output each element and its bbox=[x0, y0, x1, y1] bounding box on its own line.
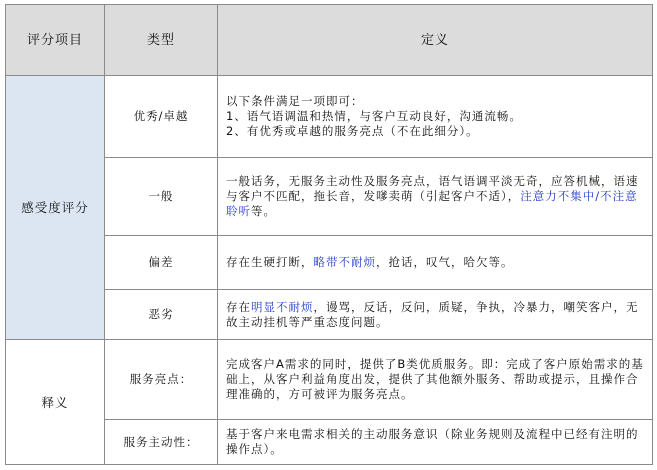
definition-poor-highlight: 明显不耐烦 bbox=[251, 299, 314, 314]
header-type: 类型 bbox=[105, 5, 218, 76]
definition-excellent-line-1: 以下条件满足一项即可： bbox=[226, 94, 364, 108]
definition-deviation-text-end: ，抢话，叹气，哈欠等。 bbox=[376, 255, 514, 269]
definition-excellent bbox=[218, 76, 653, 158]
definition-average bbox=[218, 158, 653, 236]
category-perception-score: 感受度评分 bbox=[6, 76, 105, 340]
type-average: 一般 bbox=[105, 158, 218, 236]
header-row bbox=[6, 5, 653, 76]
definition-average-text-end: 等。 bbox=[251, 204, 276, 218]
table-row-service-highlight bbox=[6, 340, 653, 420]
table-row-excellent bbox=[6, 76, 653, 158]
definition-excellent-line-3: 2、有优秀或卓越的服务亮点（不在此细分）。 bbox=[226, 124, 479, 138]
definition-poor bbox=[218, 290, 653, 340]
type-service-highlight: 服务亮点： bbox=[105, 340, 218, 420]
type-deviation: 偏差 bbox=[105, 236, 218, 290]
definition-average-text: 一般话务，无服务主动性及服务亮点，语气语调平淡无奇，应答机械，语速与客户不匹配，拖长音，发嗲卖萌（引起客户不适）， bbox=[226, 174, 639, 203]
type-excellent: 优秀/卓越 bbox=[105, 76, 218, 158]
definition-excellent-line-2: 1、语气语调温和热情，与客户互动良好，沟通流畅。 bbox=[226, 109, 522, 123]
definition-deviation-text: 存在生硬打断， bbox=[226, 255, 314, 269]
scoring-table-container bbox=[5, 4, 652, 464]
definition-service-highlight: 完成客户A需求的同时，提供了B类优质服务。即：完成了客户原始需求的基础上，从客户利益角度出发，提供了其他额外服务、帮助或提示，且操作合理准确的，方可被评为服务亮点。 bbox=[218, 340, 653, 420]
definition-deviation bbox=[218, 236, 653, 290]
definition-poor-text: 存在 bbox=[226, 299, 251, 314]
type-service-initiative: 服务主动性： bbox=[105, 420, 218, 465]
definition-poor-text-end: ，谩骂，反话，反问，质疑，争执，冷暴力，嘲笑客户，无故主动挂机等严重态度问题。 bbox=[226, 299, 639, 329]
definition-average-highlight: 注意力不集中/不注意聆听 bbox=[226, 189, 638, 218]
header-definition: 定义 bbox=[218, 5, 653, 76]
scoring-definition-table bbox=[5, 4, 653, 465]
definition-service-initiative: 基于客户来电需求相关的主动服务意识（除业务规则及流程中已经有注明的操作点）。 bbox=[218, 420, 653, 465]
header-item: 评分项目 bbox=[6, 5, 105, 76]
type-poor: 恶劣 bbox=[105, 290, 218, 340]
category-explanation: 释义 bbox=[6, 340, 105, 465]
definition-deviation-highlight: 略带不耐烦 bbox=[313, 255, 376, 269]
